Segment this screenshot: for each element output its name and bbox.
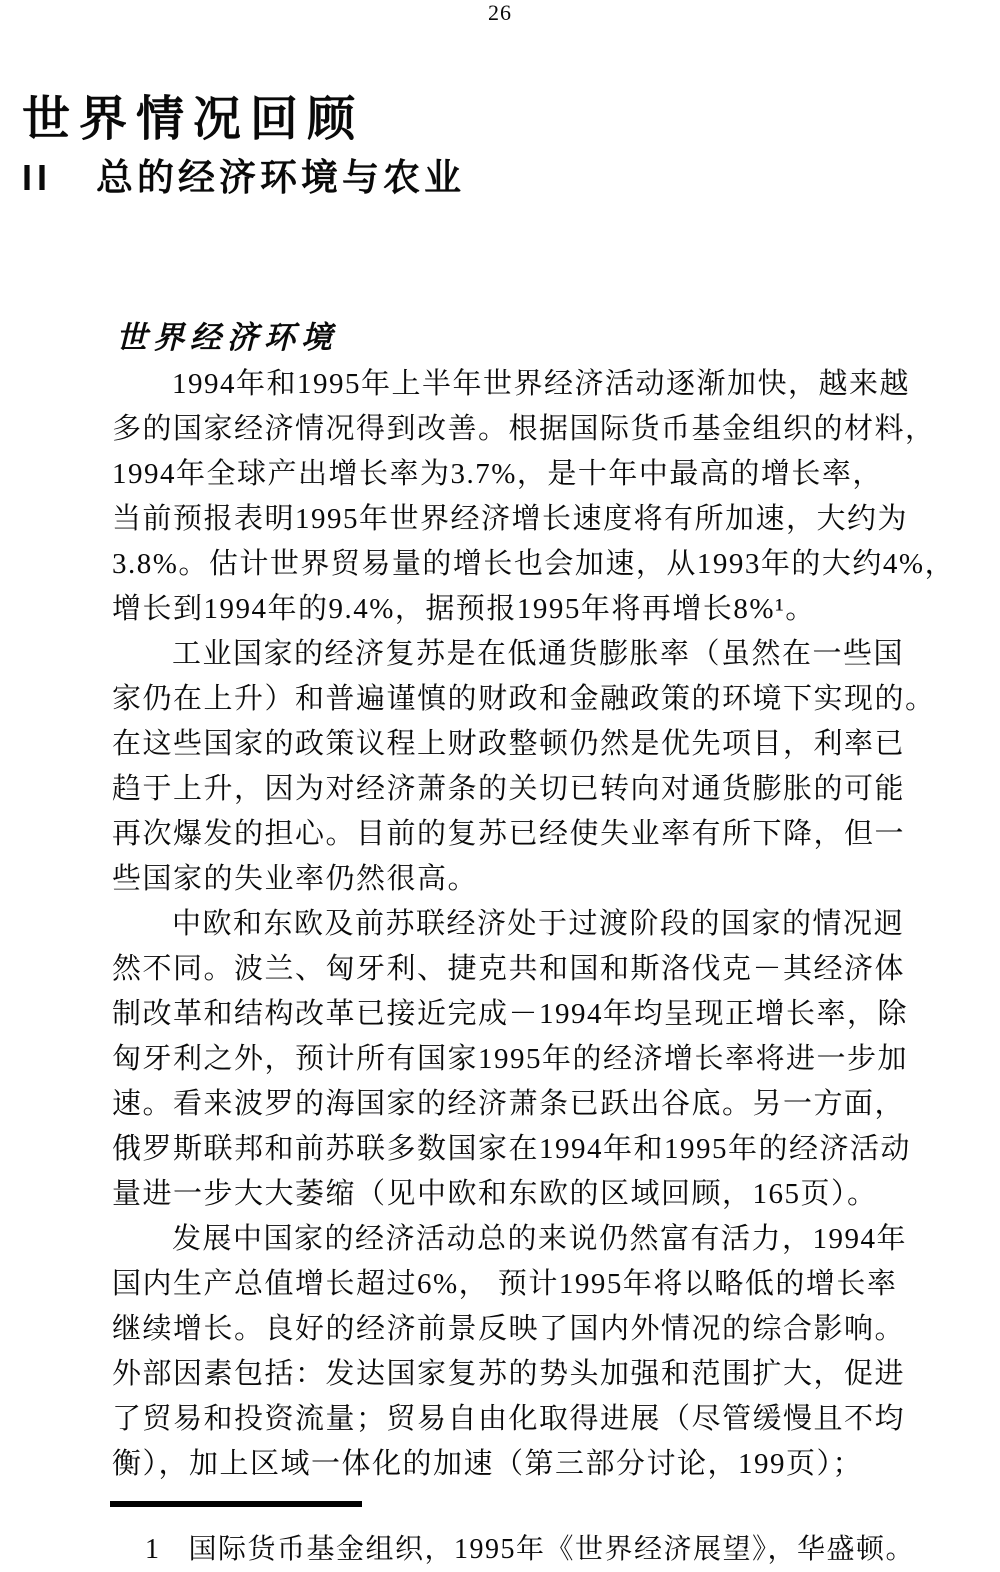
paragraph-line: 匈牙利之外，预计所有国家1995年的经济增长率将进一步加: [112, 1043, 909, 1075]
paragraph-line: 发展中国家的经济活动总的来说仍然富有活力，1994年: [172, 1223, 908, 1255]
paragraph-line: 工业国家的经济复苏是在低通货膨胀率（虽然在一些国: [172, 638, 905, 670]
paragraph-line: 1994年和1995年上半年世界经济活动逐渐加快，越来越: [172, 368, 911, 400]
chapter-numeral: II: [22, 157, 53, 198]
paragraph-line: 多的国家经济情况得到改善。根据国际货币基金组织的材料，: [112, 413, 936, 445]
footnote-text: 国际货币基金组织，1995年《世界经济展望》，华盛顿。: [188, 1534, 916, 1565]
chapter-heading: [22, 147, 465, 201]
paragraph-line: 家仍在上升）和普遍谨慎的财政和金融政策的环境下实现的。: [112, 683, 936, 715]
paragraph-line: 制改革和结构改革已接近完成－1994年均呈现正增长率，除: [112, 998, 909, 1030]
paragraph: [112, 902, 957, 1217]
paragraph-line: 了贸易和投资流量；贸易自由化取得进展（尽管缓慢且不均: [112, 1403, 906, 1435]
paragraph: [112, 362, 957, 632]
footnote-marker: 1: [145, 1534, 161, 1565]
paragraph-line: 速。看来波罗的海国家的经济萧条已跃出谷底。另一方面，: [112, 1088, 906, 1120]
paragraph-line: 些国家的失业率仍然很高。: [112, 863, 479, 895]
footnote-divider: [110, 1501, 362, 1507]
paragraph-line: 俄罗斯联邦和前苏联多数国家在1994年和1995年的经济活动: [112, 1133, 912, 1165]
paragraph-line: 在这些国家的政策议程上财政整顿仍然是优先项目，利率已: [112, 728, 906, 760]
paragraph-line: 当前预报表明1995年世界经济增长速度将有所加速，大约为: [112, 503, 909, 535]
body-text: [112, 362, 957, 1487]
page-title: 世界情况回顾: [22, 93, 365, 146]
paragraph-line: 继续增长。良好的经济前景反映了国内外情况的综合影响。: [112, 1313, 906, 1345]
paragraph-line: 再次爆发的担心。目前的复苏已经使失业率有所下降，但一: [112, 818, 906, 850]
page-number: 26: [488, 0, 512, 25]
paragraph-line: 1994年全球产出增长率为3.7%，是十年中最高的增长率，: [112, 458, 883, 490]
paragraph: [112, 632, 957, 902]
paragraph-line: 然不同。波兰、匈牙利、捷克共和国和斯洛伐克－其经济体: [112, 953, 906, 985]
chapter-title: 总的经济环境与农业: [96, 157, 466, 198]
paragraph-line: 趋于上升，因为对经济萧条的关切已转向对通货膨胀的可能: [112, 773, 906, 805]
paragraph-line: 外部因素包括：发达国家复苏的势头加强和范围扩大，促进: [112, 1358, 906, 1390]
paragraph-line: 增长到1994年的9.4%，据预报1995年将再增长8%¹。: [112, 593, 816, 625]
paragraph-line: 国内生产总值增长超过6%， 预计1995年将以略低的增长率: [112, 1268, 898, 1300]
paragraph-line: 中欧和东欧及前苏联经济处于过渡阶段的国家的情况迥: [172, 908, 905, 940]
paragraph-line: 衡），加上区域一体化的加速（第三部分讨论，199页）；: [112, 1448, 864, 1480]
footnote: [145, 1528, 915, 1572]
paragraph-line: 量进一步大大萎缩（见中欧和东欧的区域回顾，165页）。: [112, 1178, 878, 1210]
paragraph-line: 3.8%。估计世界贸易量的增长也会加速，从1993年的大约4%，: [112, 548, 956, 580]
paragraph: [112, 1217, 957, 1487]
section-title: 世界经济环境: [116, 320, 338, 355]
